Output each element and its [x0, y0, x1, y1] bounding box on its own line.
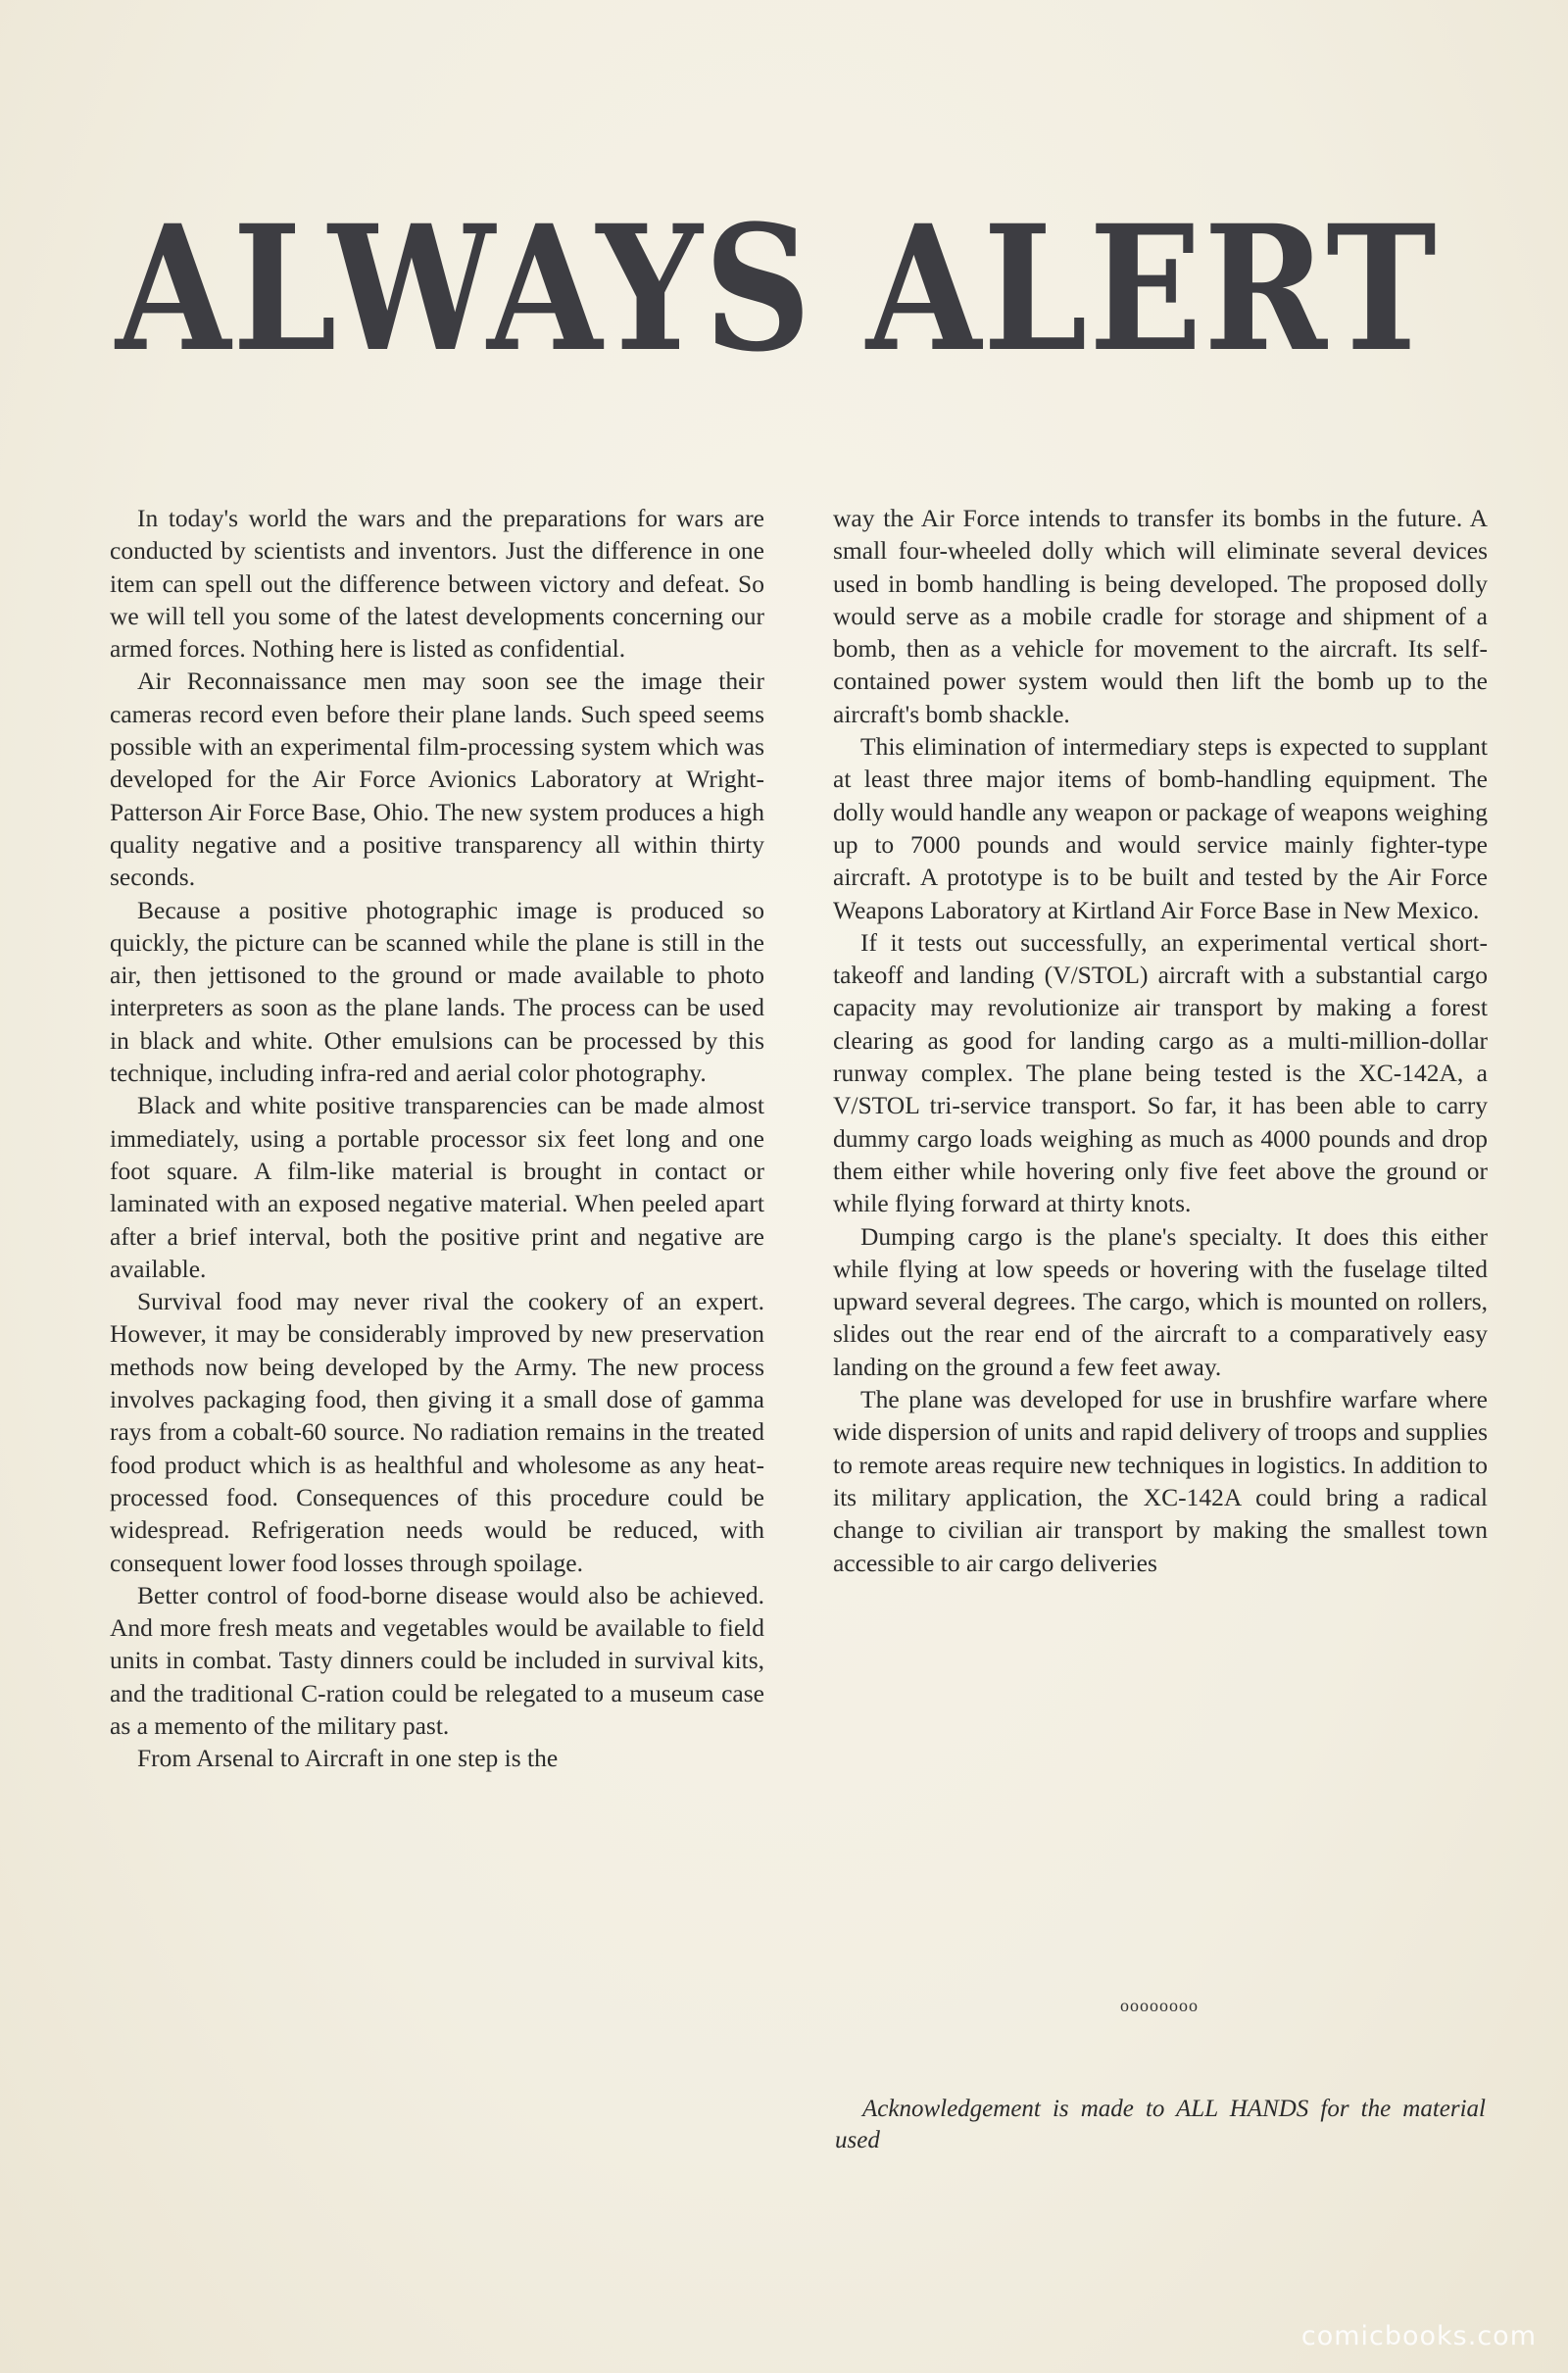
paragraph: Air Reconnaissance men may soon see the image their cameras record even before their plane lands. Such speed seems possible with an experimental film-processing system which was developed for the Air Force Avionics Laboratory at Wright-Patterson Air Force Base, Ohio. The new system produces a high quality negative and a positive transparency all within thirty seconds.	[110, 667, 764, 892]
watermark: comicbooks.com	[1300, 2321, 1537, 2351]
paragraph: Better control of food-borne disease would also be achieved. And more fresh meats and vegetables would be available to field units in combat. Tasty dinners could be included in survival kits, and the traditional C-ration could be relegated to a museum case as a memento of the military past.	[110, 1580, 764, 1740]
paragraph: This elimination of intermediary steps is expected to supplant at least three major items of bomb-handling equipment. The dolly would handle any weapon or package of weapons weighing up to 7000 pounds and would service mainly fighter-type aircraft. A prototype is to be built and tested by the Air Force Weapons Laboratory at Kirtland Air Force Base in New Mexico.	[833, 732, 1488, 924]
paragraph: Dumping cargo is the plane's specialty. It does this either while flying at low speeds or hovering with the fuselage tilted upward several degrees. The cargo, which is mounted on rollers, slides out the rear end of the aircraft to a comparatively easy landing on the ground a few feet away.	[833, 1221, 1488, 1381]
acknowledgement-note: Acknowledgement is made to ALL HANDS for the material used	[835, 2096, 1486, 2153]
paragraph: The plane was developed for use in brushfire warfare where wide dispersion of units and rapid delivery of troops and supplies to remote areas require new techniques in logistics. In addition to its military application, the XC-142A could bring a radical change to civilian air transport by making the smallest town accessible to air cargo deliveries	[833, 1385, 1488, 1577]
paragraph: From Arsenal to Aircraft in one step is the	[137, 1744, 559, 1773]
right-column	[833, 502, 1488, 1579]
paragraph: Survival food may never rival the cookery of an expert. However, it may be considerably improved by new preservation methods now being developed by the Army. The new process involves packaging food, then giving it a small dose of gamma rays from a cobalt-60 source. No radiation remains in the treated food product which is as healthful and wholesome as any heat-processed food. Consequences of this procedure could be widespread. Refrigeration needs would be reduced, with consequent lower food losses through spoilage.	[110, 1287, 764, 1577]
article-title: ALWAYS ALERT	[116, 187, 1439, 390]
paragraph: In today's world the wars and the preparations for wars are conducted by scientists and inventors. Just the difference in one item can spell out the difference between victory and defeat. So we will tell you some of the latest developments concerning our armed forces. Nothing here is listed as confidential.	[110, 504, 764, 664]
section-divider: oooooooo	[1120, 1996, 1199, 2015]
left-column	[110, 502, 764, 1775]
paragraph: Black and white positive transparencies can be made almost immediately, using a portable processor six feet long and one foot square. A film-like material is brought in contact or laminated with an exposed negative material. When peeled apart after a brief interval, both the positive print and negative are available.	[110, 1091, 764, 1283]
paragraph: way the Air Force intends to transfer its bombs in the future. A small four-wheeled dolly which will eliminate several devices used in bomb handling is being developed. The proposed dolly would serve as a mobile cradle for storage and shipment of a bomb, then as a vehicle for movement to the aircraft. Its self-contained power system would then lift the bomb up to the aircraft's bomb shackle.	[833, 504, 1488, 728]
paragraph: If it tests out successfully, an experimental vertical short-takeoff and landing (V/STOL) aircraft with a substantial cargo capacity may revolutionize air transport by making a forest clearing as good for landing cargo as a multi-million-dollar runway complex. The plane being tested is the XC-142A, a V/STOL tri-service transport. So far, it has been able to carry dummy cargo loads weighing as much as 4000 pounds and drop them either while hovering only five feet above the ground or while flying forward at thirty knots.	[833, 927, 1488, 1218]
paragraph: Because a positive photographic image is produced so quickly, the picture can be scanned while the plane is still in the air, then jettisoned to the ground or made available to photo interpreters as soon as the plane lands. The process can be used in black and white. Other emulsions can be processed by this technique, including infra-red and aerial color photography.	[110, 895, 764, 1088]
